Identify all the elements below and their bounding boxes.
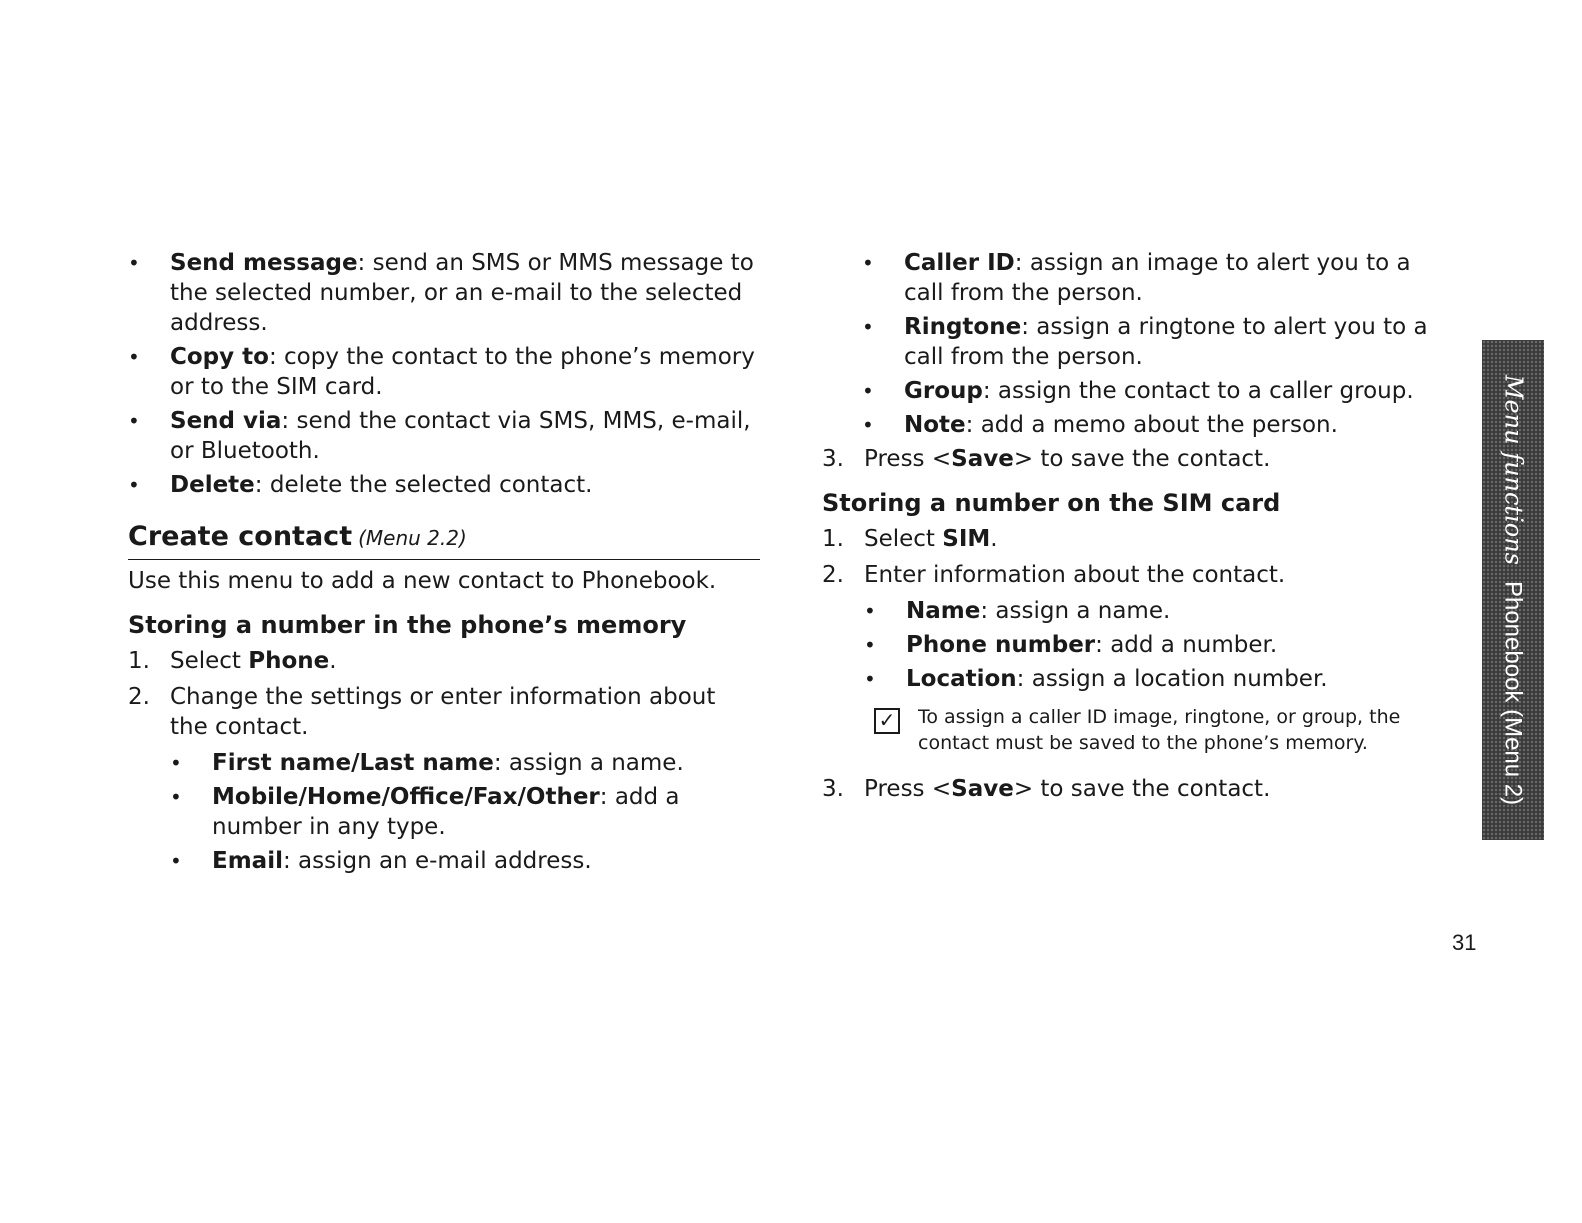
step-number: 2. [822,562,844,588]
bullet-text: : send the contact via SMS, MMS, e-mail, or Bluetooth. [170,408,751,464]
step-1-sim [822,524,1442,554]
bullet-copy-to [128,342,760,402]
bullet-term: Email [212,848,283,874]
step-text: > to save the contact. [1013,446,1271,472]
bullet-note [862,410,1442,440]
bullet-term: Note [904,412,966,438]
sub-bullet-email [170,846,760,876]
sub-bullet-name [170,748,760,778]
step-text: Change the settings or enter information about the contact. [170,684,716,740]
side-tab-section: Phonebook (Menu 2) [1499,580,1527,806]
bullet-text: : assign a ringtone to alert you to a call from the person. [904,314,1428,370]
bullet-send-via [128,406,760,466]
bullet-text: : assign a name. [493,750,684,776]
bullet-text: : assign a name. [980,598,1171,624]
sub-bullet-location [864,664,1442,694]
side-tab-chapter: Menu functions [1499,374,1528,565]
note-text: To assign a caller ID image, ringtone, or group, the contact must be saved to the phone’s memory. [918,706,1401,754]
section-title [128,520,760,560]
bullet-text: : assign a location number. [1016,666,1328,692]
bullet-send-message [128,248,760,338]
section-title-text: Create contact [128,521,353,552]
bullet-text: : add a number in any type. [212,784,680,840]
step-1 [128,646,760,676]
step-text: Press < [864,446,952,472]
subheading-sim-card: Storing a number on the SIM card [822,489,1281,517]
bullet-term: Delete [170,472,255,498]
step-text: . [990,526,998,552]
step-2 [128,682,760,742]
bullet-text: : copy the contact to the phone’s memory or to the SIM card. [170,344,755,400]
step-text: . [329,648,337,674]
sub-bullet-sim-name [864,596,1442,626]
section-intro: Use this menu to add a new contact to Phonebook. [128,568,717,594]
subheading-phone-memory: Storing a number in the phone’s memory [128,611,687,639]
checkbox-note-icon: ✓ [874,708,900,734]
bullet-delete [128,470,760,500]
bullet-term: Send via [170,408,282,434]
side-tab-text [1499,375,1528,805]
step-number: 3. [822,446,844,472]
bullet-text: : assign an image to alert you to a call from the person. [904,250,1411,306]
bullet-term: Location [906,666,1017,692]
bullet-term: Copy to [170,344,269,370]
step-text: > to save the contact. [1013,776,1271,802]
step-bold: SIM [942,526,991,552]
left-column [128,248,760,880]
bullet-text: : send an SMS or MMS message to the selected number, or an e-mail to the selected address. [170,250,754,336]
bullet-text: : assign an e-mail address. [282,848,592,874]
step-bold: Phone [248,648,330,674]
bullet-caller-id [862,248,1442,308]
bullet-term: Phone number [906,632,1096,658]
section-menu-ref: (Menu 2.2) [358,526,467,550]
page-number: 31 [1452,930,1477,955]
bullet-group [862,376,1442,406]
step-text: Select [864,526,943,552]
bullet-text: : assign the contact to a caller group. [982,378,1414,404]
step-number: 1. [128,648,150,674]
step-text: Press < [864,776,952,802]
sub-bullet-phone-number [864,630,1442,660]
bullet-text: : add a number. [1095,632,1278,658]
right-column [822,248,1442,810]
bullet-term: Group [904,378,983,404]
step-number: 2. [128,684,150,710]
sub-bullet-number-type [170,782,760,842]
step-3-save-sim [822,774,1442,804]
step-text: Select [170,648,249,674]
note-box [822,704,1442,756]
bullet-text: : delete the selected contact. [254,472,593,498]
step-bold: Save [951,446,1014,472]
step-number: 1. [822,526,844,552]
side-chapter-tab [1482,340,1544,840]
step-2-sim [822,560,1442,590]
step-bold: Save [951,776,1014,802]
bullet-term: First name/Last name [212,750,494,776]
step-3-save [822,444,1442,474]
bullet-text: : add a memo about the person. [965,412,1338,438]
bullet-term: Mobile/Home/Office/Fax/Other [212,784,600,810]
step-number: 3. [822,776,844,802]
bullet-term: Send message [170,250,358,276]
bullet-term: Name [906,598,981,624]
bullet-term: Caller ID [904,250,1015,276]
bullet-ringtone [862,312,1442,372]
bullet-term: Ringtone [904,314,1022,340]
step-text: Enter information about the contact. [864,562,1286,588]
